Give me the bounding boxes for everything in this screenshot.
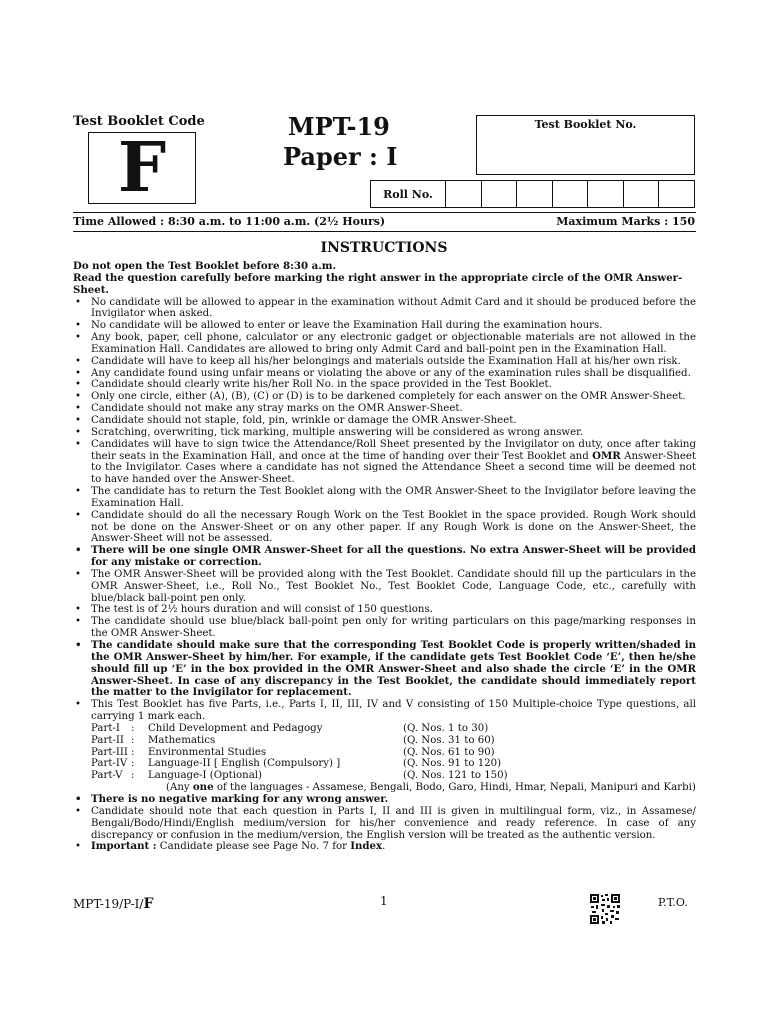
instruction-item: • Candidate should clearly write his/her Roll No. in the space provided in the Test Booklet. bbox=[73, 379, 696, 391]
instruction-item: • The OMR Answer-Sheet will be provided along with the Test Booklet. Candidate should fill up the particulars in the OMR Answer-Sheet, i.e., Roll No., Test Booklet No., Test Booklet Code, Language Code, etc., carefully with blue/black ball-point pen only. bbox=[73, 569, 696, 605]
part-subject: Mathematics bbox=[148, 734, 216, 746]
important-label: Important : bbox=[91, 840, 157, 853]
booklet-no-label: Test Booklet No. bbox=[534, 118, 637, 131]
instruction-item: • The candidate has to return the Test Booklet along with the OMR Answer-Sheet to the Invigilator before leaving the Examination Hall. bbox=[73, 486, 696, 510]
instructions-body bbox=[73, 261, 696, 853]
roll-no-cell[interactable] bbox=[659, 181, 694, 207]
part-sep: : bbox=[131, 734, 135, 746]
index-label: Index bbox=[350, 840, 383, 853]
roll-no-label: Roll No. bbox=[371, 181, 446, 207]
roll-no-cell[interactable] bbox=[446, 181, 482, 207]
instruction-item: • There is no negative marking for any wrong answer. bbox=[73, 794, 696, 806]
roll-no-box bbox=[370, 180, 695, 208]
part-sep: : bbox=[131, 722, 135, 734]
instruction-item: • Scratching, overwriting, tick marking, multiple answering will be considered as wrong answer. bbox=[73, 427, 696, 439]
part-qnos: (Q. Nos. 121 to 150) bbox=[403, 770, 508, 782]
instruction-list bbox=[73, 297, 696, 723]
part-row bbox=[91, 747, 696, 759]
part-sep: : bbox=[131, 770, 135, 782]
instruction-item: • Candidate will have to keep all his/her belongings and materials outside the Examination Hall at his/her own risk. bbox=[73, 356, 696, 368]
intro-line-2: Read the question carefully before marking the right answer in the appropriate circle of the OMR Answer-Sheet. bbox=[73, 271, 683, 296]
instruction-item: • Candidate should not staple, fold, pin, wrinkle or damage the OMR Answer-Sheet. bbox=[73, 415, 696, 427]
language-note-text: of the languages - Assamese, Bengali, Bodo, Garo, Hindi, Hmar, Nepali, Manipuri and Karbi) bbox=[213, 782, 696, 794]
instruction-list-2 bbox=[73, 794, 696, 853]
footer-code-letter: F bbox=[143, 896, 154, 912]
paper-title: Paper : I bbox=[283, 142, 398, 171]
part-subject: Environmental Studies bbox=[148, 746, 267, 758]
roll-no-cell[interactable] bbox=[553, 181, 589, 207]
part-row bbox=[91, 735, 696, 747]
booklet-code-box bbox=[88, 128, 196, 208]
instruction-item: • The candidate should make sure that the corresponding Test Booklet Code is properly written/shaded in the OMR Answer-Sheet by him/her. For example, if the candidate gets Test Booklet Code ‘E’, then he/she should fill up ‘E’ in the box provided in the OMR Answer-Sheet and also shade the circle ‘E’ in the OMR Answer-Sheet. In case of any discrepancy in the Test Booklet, the candidate should immediately report the matter to the Invigilator for replacement. bbox=[73, 640, 696, 699]
part-name: Part-III bbox=[91, 746, 128, 758]
part-subject: Child Development and Pedagogy bbox=[148, 722, 323, 734]
roll-no-cell[interactable] bbox=[588, 181, 624, 207]
part-qnos: (Q. Nos. 61 to 90) bbox=[403, 746, 495, 758]
instruction-item: • No candidate will be allowed to enter or leave the Examination Hall during the examination hours. bbox=[73, 320, 696, 332]
instruction-item: • Candidate should not make any stray marks on the OMR Answer-Sheet. bbox=[73, 403, 696, 415]
part-subject: Language-II [ English (Compulsory) ] bbox=[148, 758, 341, 770]
part-sep: : bbox=[131, 746, 135, 758]
exam-code: MPT-19 bbox=[288, 112, 390, 141]
instructions-title: INSTRUCTIONS bbox=[320, 240, 448, 256]
instruction-item: • Candidate should do all the necessary Rough Work on the Test Booklet in the space provided. Rough Work should not be done on the Answer-Sheet or on any other paper. If any Rough Work is done on the Answer-Sheet, the Answer-Sheet will not be assessed. bbox=[73, 510, 696, 546]
instruction-item: • Any book, paper, cell phone, calculator or any electronic gadget or objectionable materials are not allowed in the Examination Hall. Candidates are allowed to bring only Admit Card and ball-point pen in the Examination Hall. bbox=[73, 332, 696, 356]
part-row bbox=[91, 770, 696, 782]
booklet-code-letter: F bbox=[117, 128, 167, 208]
language-note-emphasis: one bbox=[192, 781, 214, 794]
instruction-text: Candidate please see Page No. 7 for bbox=[156, 841, 351, 853]
part-name: Part-IV bbox=[91, 758, 128, 770]
instruction-item: • Only one circle, either (A), (B), (C) or (D) is to be darkened completely for each answer on the OMR Answer-Sheet. bbox=[73, 391, 696, 403]
part-sep: : bbox=[131, 758, 135, 770]
instruction-text: Candidates will have to sign twice the Attendance/Roll Sheet presented by the Invigilator on duty, once after taking their seats in the Examination Hall, and once at the time of handing over their Test Booklet and bbox=[91, 438, 696, 462]
instruction-text: . bbox=[382, 841, 386, 853]
instruction-item bbox=[73, 439, 696, 486]
time-allowed: Time Allowed : 8:30 a.m. to 11:00 a.m. (2½ Hours) bbox=[73, 215, 386, 228]
booklet-no-box[interactable] bbox=[476, 115, 695, 175]
divider-bottom bbox=[73, 231, 696, 232]
maximum-marks: Maximum Marks : 150 bbox=[556, 215, 695, 228]
instruction-item: • Any candidate found using unfair means or violating the above or any of the examination rules shall be disqualified. bbox=[73, 368, 696, 380]
part-subject: Language-I (Optional) bbox=[148, 770, 263, 782]
qr-code-icon bbox=[589, 893, 621, 925]
language-note-text: (Any bbox=[166, 782, 193, 794]
part-qnos: (Q. Nos. 91 to 120) bbox=[403, 758, 502, 770]
footer-code-text: MPT-19/P-I/ bbox=[73, 897, 144, 911]
part-qnos: (Q. Nos. 1 to 30) bbox=[403, 722, 489, 734]
instruction-item: • The candidate should use blue/black ball-point pen only for writing particulars on this page/marking responses in the OMR Answer-Sheet. bbox=[73, 616, 696, 640]
instruction-item bbox=[73, 841, 696, 853]
part-qnos: (Q. Nos. 31 to 60) bbox=[403, 734, 495, 746]
pto-label: P.T.O. bbox=[658, 896, 688, 909]
instruction-item: • The test is of 2½ hours duration and will consist of 150 questions. bbox=[73, 604, 696, 616]
part-row bbox=[91, 758, 696, 770]
instruction-item: • Candidate should note that each question in Parts I, II and III is given in multilingual form, viz., in Assamese/ Bengali/Bodo/Hindi/English medium/version for his/her convenience and ready reference. In case of any discrepancy or confusion in the medium/version, the English version will be treated as the authentic version. bbox=[73, 806, 696, 842]
part-name: Part-I bbox=[91, 722, 120, 734]
part-name: Part-II bbox=[91, 734, 124, 746]
parts-table bbox=[91, 723, 696, 794]
roll-no-cell[interactable] bbox=[624, 181, 660, 207]
page-number: 1 bbox=[380, 894, 388, 908]
part-name: Part-V bbox=[91, 770, 123, 782]
roll-no-cell[interactable] bbox=[482, 181, 518, 207]
instruction-item: • No candidate will be allowed to appear in the examination without Admit Card and it should be produced before the Invigilator when asked. bbox=[73, 297, 696, 321]
booklet-code-label: Test Booklet Code bbox=[73, 114, 205, 129]
instruction-item: • This Test Booklet has five Parts, i.e., Parts I, II, III, IV and V consisting of 150 Multiple-choice Type questions, all carrying 1 mark each. bbox=[73, 699, 696, 723]
roll-no-cell[interactable] bbox=[517, 181, 553, 207]
divider-top bbox=[73, 212, 696, 213]
instruction-item: • There will be one single OMR Answer-Sheet for all the questions. No extra Answer-Sheet will be provided for any mistake or correction. bbox=[73, 545, 696, 569]
instruction-emphasis: OMR bbox=[592, 449, 621, 462]
intro-line-1: Do not open the Test Booklet before 8:30 a.m. bbox=[73, 260, 337, 272]
footer-code bbox=[73, 896, 153, 912]
part-row bbox=[91, 723, 696, 735]
instruction-text: Answer-Sheet to the Invigilator. Cases where a candidate has not signed the Attendance Sheet a second time will be deemed not to have handed over the Answer-Sheet. bbox=[91, 450, 697, 486]
